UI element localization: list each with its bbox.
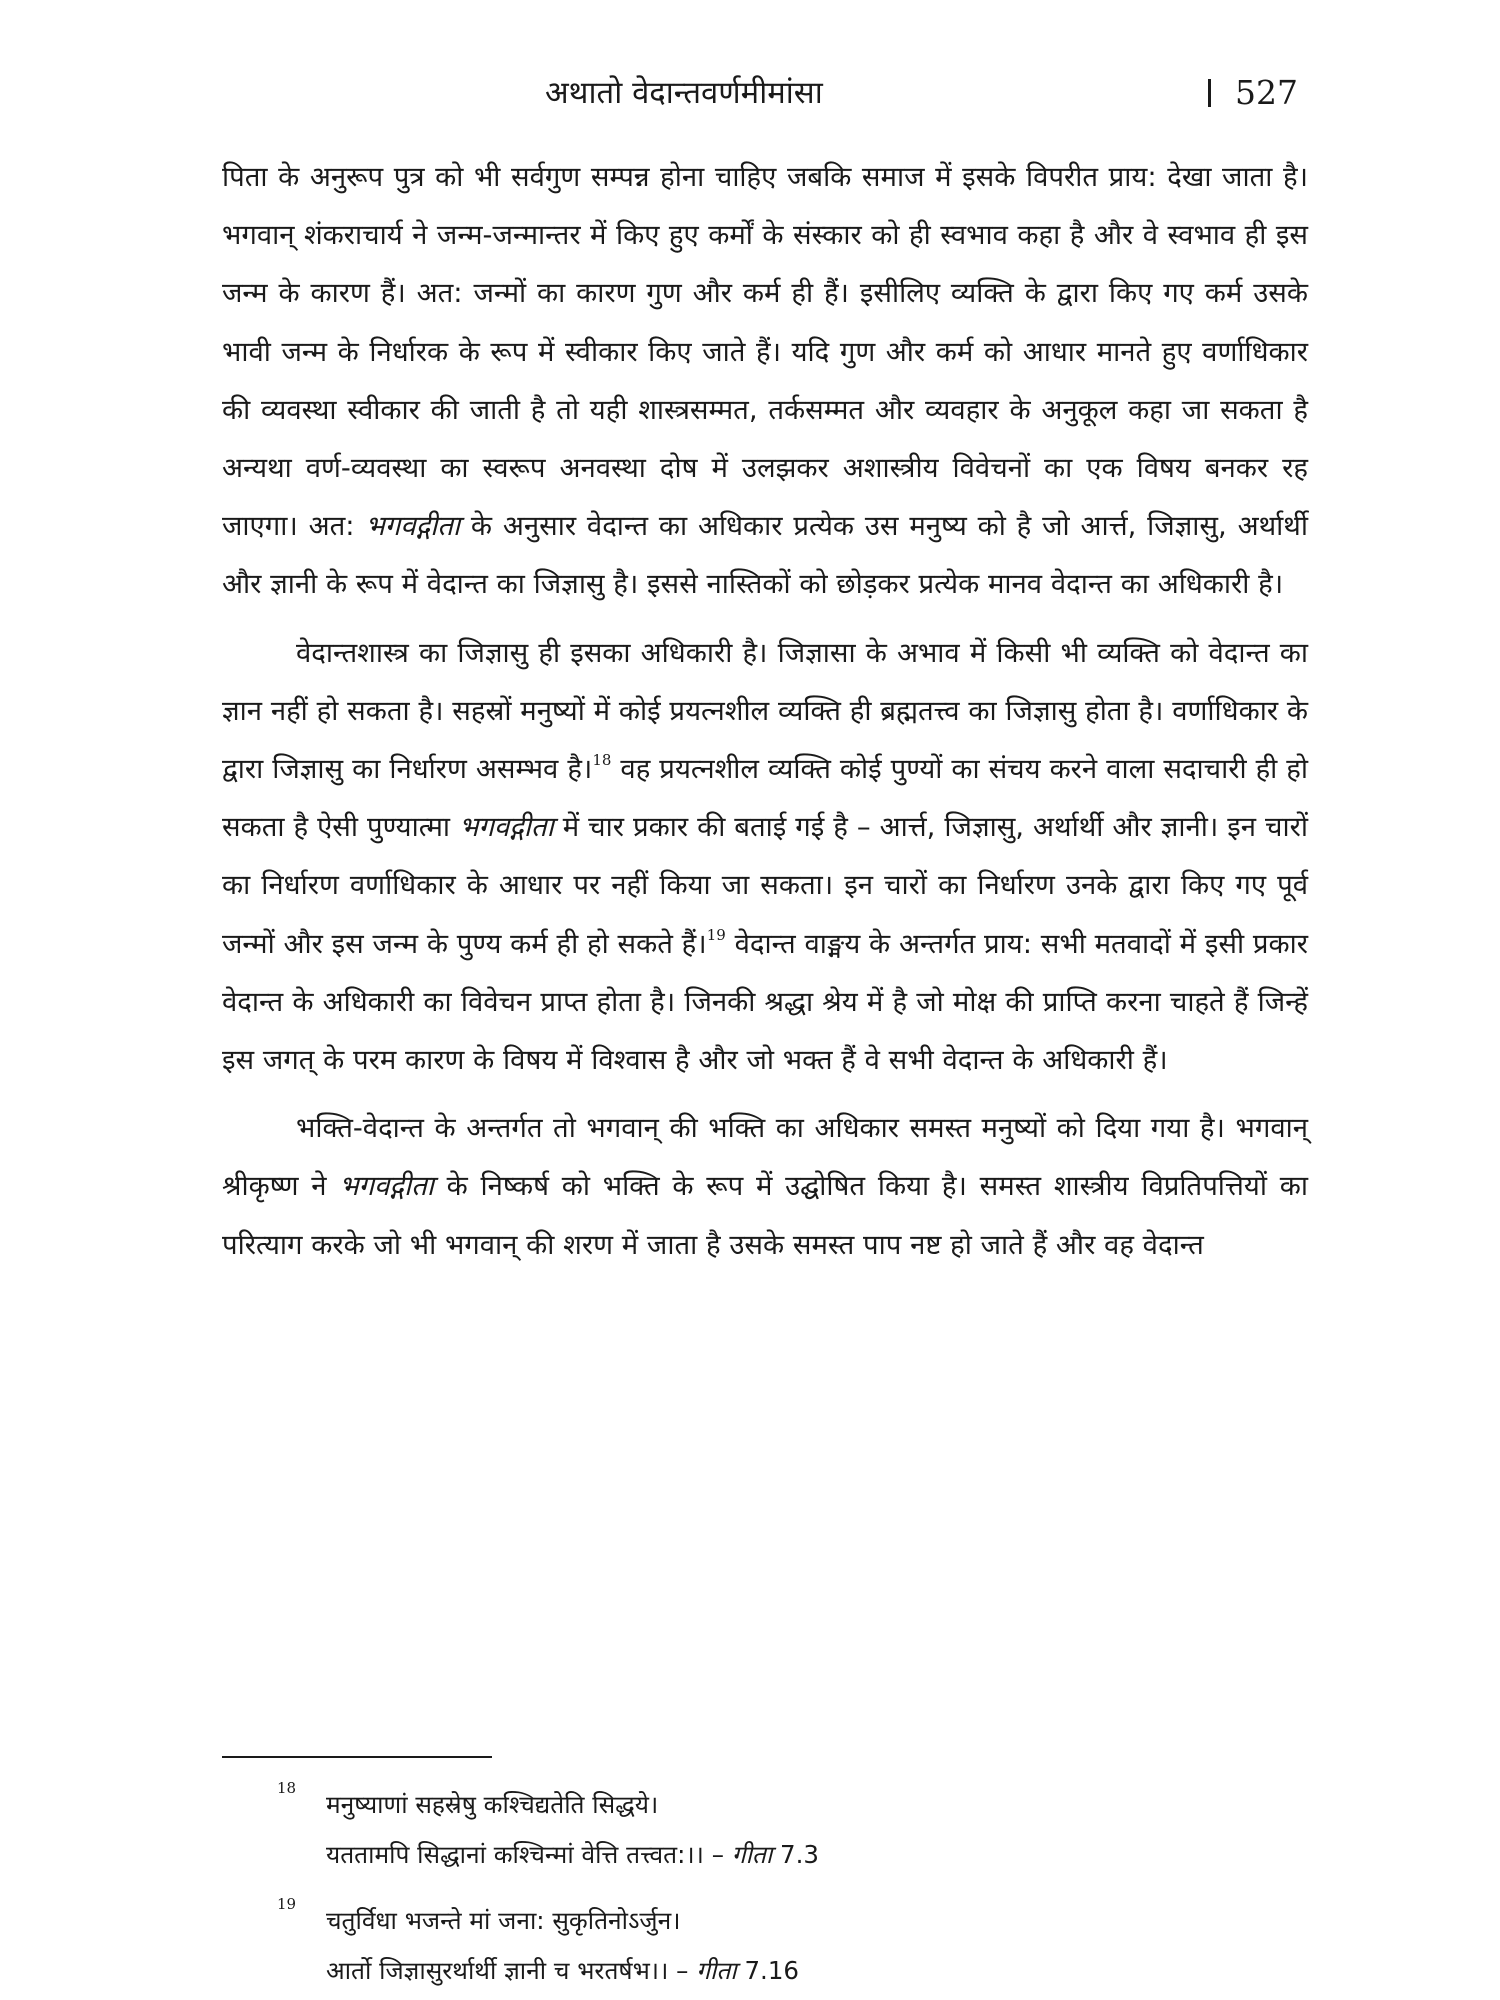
paragraph-text: के अनुसार वेदान्त का अधिकार प्रत्येक उस मनुष्य को है जो आर्त्त, जिज्ञासु, अर्थार्थी और ज्ञानी के रूप में वेदान्त का जिज्ञासु है। इससे नास्तिकों को छोड़कर प्रत्येक मानव वेदान्त का अधिकारी है। (222, 510, 1308, 601)
footnote-verse-line (326, 1830, 1308, 1880)
footnote-verse-text: यततामपि सिद्धानां कश्चिन्मां वेत्ति तत्त्वत:।। – (326, 1840, 732, 1869)
book-title: भगवद्गीता (459, 811, 554, 844)
paragraph-text: वेदान्त वाङ्मय के अन्तर्गत प्राय: सभी मतवादों में इसी प्रकार वेदान्त के अधिकारी का विवेचन प्राप्त होता है। जिनकी श्रद्धा श्रेय में है जो मोक्ष की प्राप्ति करना चाहते हैं जिन्हें इस जगत् के परम कारण के विषय में विश्वास है और जो भक्त हैं वे सभी वेदान्त के अधिकारी हैं। (222, 927, 1308, 1077)
footnote-18 (222, 1780, 1308, 1880)
header-separator (1208, 79, 1211, 107)
paragraph-3 (222, 1099, 1308, 1274)
footnotes (222, 1780, 1308, 1996)
book-title: भगवद्गीता (365, 510, 461, 543)
paragraph-1 (222, 148, 1308, 614)
paragraph-text: वह प्रयत्नशील व्यक्ति कोई पुण्यों का संचय करने वाला सदाचारी ही हो सकता है ऐसी पुण्यात्मा (222, 753, 1309, 844)
footnote-verse-line: चतुर्विधा भजन्ते मां जना: सुकृतिनोऽर्जुन। (326, 1906, 681, 1935)
footnote-source: गीता (696, 1956, 737, 1985)
footnote-ref-19[interactable]: 19 (706, 925, 726, 944)
footnote-verse-number: 7.3 (780, 1840, 820, 1869)
main-text (222, 148, 1308, 1274)
running-title: अथातो वेदान्तवर्णमीमांसा (545, 75, 823, 111)
footnote-rule (222, 1756, 492, 1758)
paragraph-text: के निष्कर्ष को भक्ति के रूप में उद्घोषित किया है। समस्त शास्त्रीय विप्रतिपत्तियों का परित्याग करके जो भी भगवान् की शरण में जाता है उसके समस्त पाप नष्ट हो जाते हैं और वह वेदान्त (222, 1170, 1308, 1261)
paragraph-text: पिता के अनुरूप पुत्र को भी सर्वगुण सम्पन्न होना चाहिए जबकि समाज में इसके विपरीत प्राय: देखा जाता है। भगवान् शंकराचार्य ने जन्म-जन्मान्तर में किए हुए कर्मों के संस्कार को ही स्वभाव कहा है और वे स्वभाव ही इस जन्म के कारण हैं। अत: जन्मों का कारण गुण और कर्म ही हैं। इसीलिए व्यक्ति के द्वारा किए गए कर्म उसके भावी जन्म के निर्धारक के रूप में स्वीकार किए जाते हैं। यदि गुण और कर्म को आधार मानते हुए वर्णाधिकार की व्यवस्था स्वीकार की जाती है तो यही शास्त्रसम्मत, तर्कसम्मत और व्यवहार के अनुकूल कहा जा सकता है अन्यथा वर्ण-व्यवस्था का स्वरूप अनवस्था दोष में उलझकर अशास्त्रीय विवेचनों का एक विषय बनकर रह जाएगा। अत: (222, 161, 1308, 543)
paragraph-text: में चार प्रकार की बताई गई है – आर्त्त, जिज्ञासु, अर्थार्थी और ज्ञानी। इन चारों का निर्धारण वर्णाधिकार के आधार पर नहीं किया जा सकता। इन चारों का निर्धारण उनके द्वारा किए गए पूर्व जन्मों और इस जन्म के पुण्य कर्म ही हो सकते हैं। (222, 811, 1309, 960)
footnote-number: 19 (277, 1895, 297, 1913)
running-header (0, 66, 1500, 120)
footnote-verse-line (326, 1946, 1308, 1996)
footnote-19 (222, 1896, 1308, 1996)
footnote-source: गीता (731, 1840, 773, 1869)
page-number (1208, 66, 1298, 120)
footnote-number: 18 (277, 1779, 297, 1797)
footnote-verse-number: 7.16 (744, 1956, 800, 1985)
paragraph-text: भक्ति-वेदान्त के अन्तर्गत तो भगवान् की भक्ति का अधिकार समस्त मनुष्यों को दिया गया है। भगवान् श्रीकृष्ण ने (222, 1112, 1308, 1203)
footnote-ref-18[interactable]: 18 (592, 751, 612, 770)
book-title: भगवद्गीता (339, 1170, 434, 1203)
paragraph-text: वेदान्तशास्त्र का जिज्ञासु ही इसका अधिकारी है। जिज्ञासा के अभाव में किसी भी व्यक्ति को वेदान्त का ज्ञान नहीं हो सकता है। सहस्रों मनुष्यों में कोई प्रयत्नशील व्यक्ति ही ब्रह्मतत्त्व का जिज्ञासु होता है। वर्णाधिकार के द्वारा जिज्ञासु का निर्धारण असम्भव है। (222, 636, 1308, 786)
paragraph-2 (222, 624, 1308, 1090)
footnote-verse-text: आर्तो जिज्ञासुरर्थार्थी ज्ञानी च भरतर्षभ।। – (326, 1956, 697, 1985)
footnote-verse-line: मनुष्याणां सहस्रेषु कश्चिद्यतेति सिद्धये। (326, 1790, 659, 1819)
page-number-value: 527 (1235, 73, 1298, 112)
